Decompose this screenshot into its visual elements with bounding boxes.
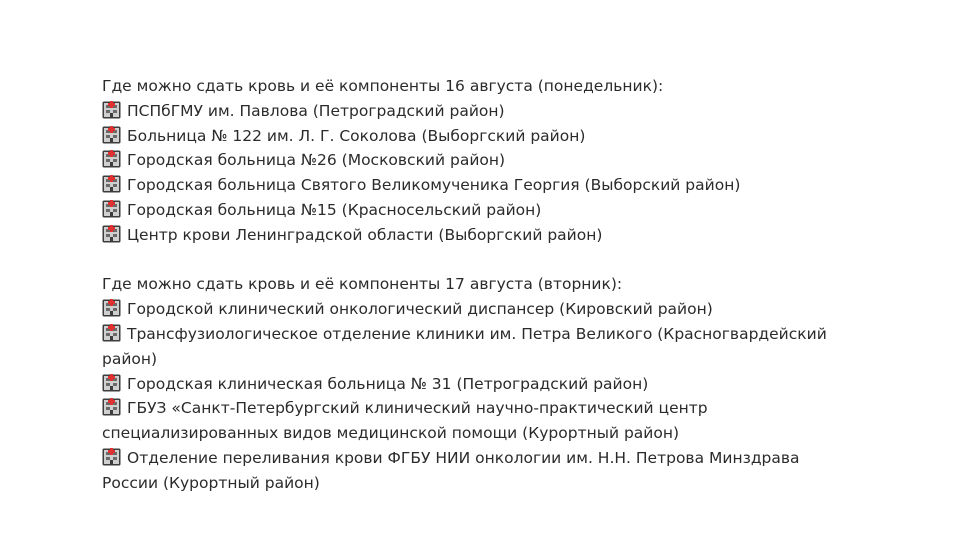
hospital-icon (102, 298, 121, 317)
hospital-icon (102, 397, 121, 416)
list-item-text: ГБУЗ «Санкт-Петербургский клинический научно-практический центр специализированных видов медицинской помощи (Курортный район) (102, 399, 708, 443)
hospital-icon (102, 149, 121, 168)
hospital-icon (102, 125, 121, 144)
list-item-text: Больница № 122 им. Л. Г. Соколова (Выборгский район) (127, 126, 586, 145)
document-body (102, 74, 842, 496)
list-item (102, 322, 842, 372)
hospital-icon (102, 224, 121, 243)
list-item (102, 148, 842, 173)
list-item (102, 99, 842, 124)
list-item (102, 124, 842, 149)
hospital-icon (102, 373, 121, 392)
hospital-icon (102, 199, 121, 218)
section-spacer (102, 248, 842, 273)
hospital-icon (102, 323, 121, 342)
hospital-icon (102, 100, 121, 119)
list-item-text: Центр крови Ленинградской области (Выборгский район) (127, 225, 603, 244)
list-item (102, 446, 842, 496)
list-item (102, 297, 842, 322)
list-item-text: Отделение переливания крови ФГБУ НИИ онкологии им. Н.Н. Петрова Минздрава России (Курортный район) (102, 448, 800, 492)
list-item-text: Городская больница №26 (Московский район) (127, 151, 506, 170)
hospital-icon (102, 447, 121, 466)
section-heading-aug-16: Где можно сдать кровь и её компоненты 16 августа (понедельник): (102, 77, 664, 95)
list-item (102, 173, 842, 198)
hospital-icon (102, 174, 121, 193)
list-item (102, 223, 842, 248)
list-item-text: Городская клиническая больница № 31 (Петроградский район) (127, 374, 649, 393)
section-heading-aug-17: Где можно сдать кровь и её компоненты 17 августа (вторник): (102, 275, 623, 294)
list-item (102, 372, 842, 397)
list-item-text: Городской клинический онкологический диспансер (Кировский район) (127, 300, 713, 319)
list-item-text: ПСПбГМУ им. Павлова (Петроградский район) (127, 101, 505, 120)
list-item (102, 198, 842, 223)
list-item-text: Городская больница Святого Великомученика Георгия (Выборский район) (127, 176, 741, 195)
list-item-text: Городская больница №15 (Красносельский район) (127, 200, 542, 219)
list-item-text: Трансфузиологическое отделение клиники им. Петра Великого (Красногвардейский район) (102, 324, 827, 368)
list-item (102, 396, 842, 446)
